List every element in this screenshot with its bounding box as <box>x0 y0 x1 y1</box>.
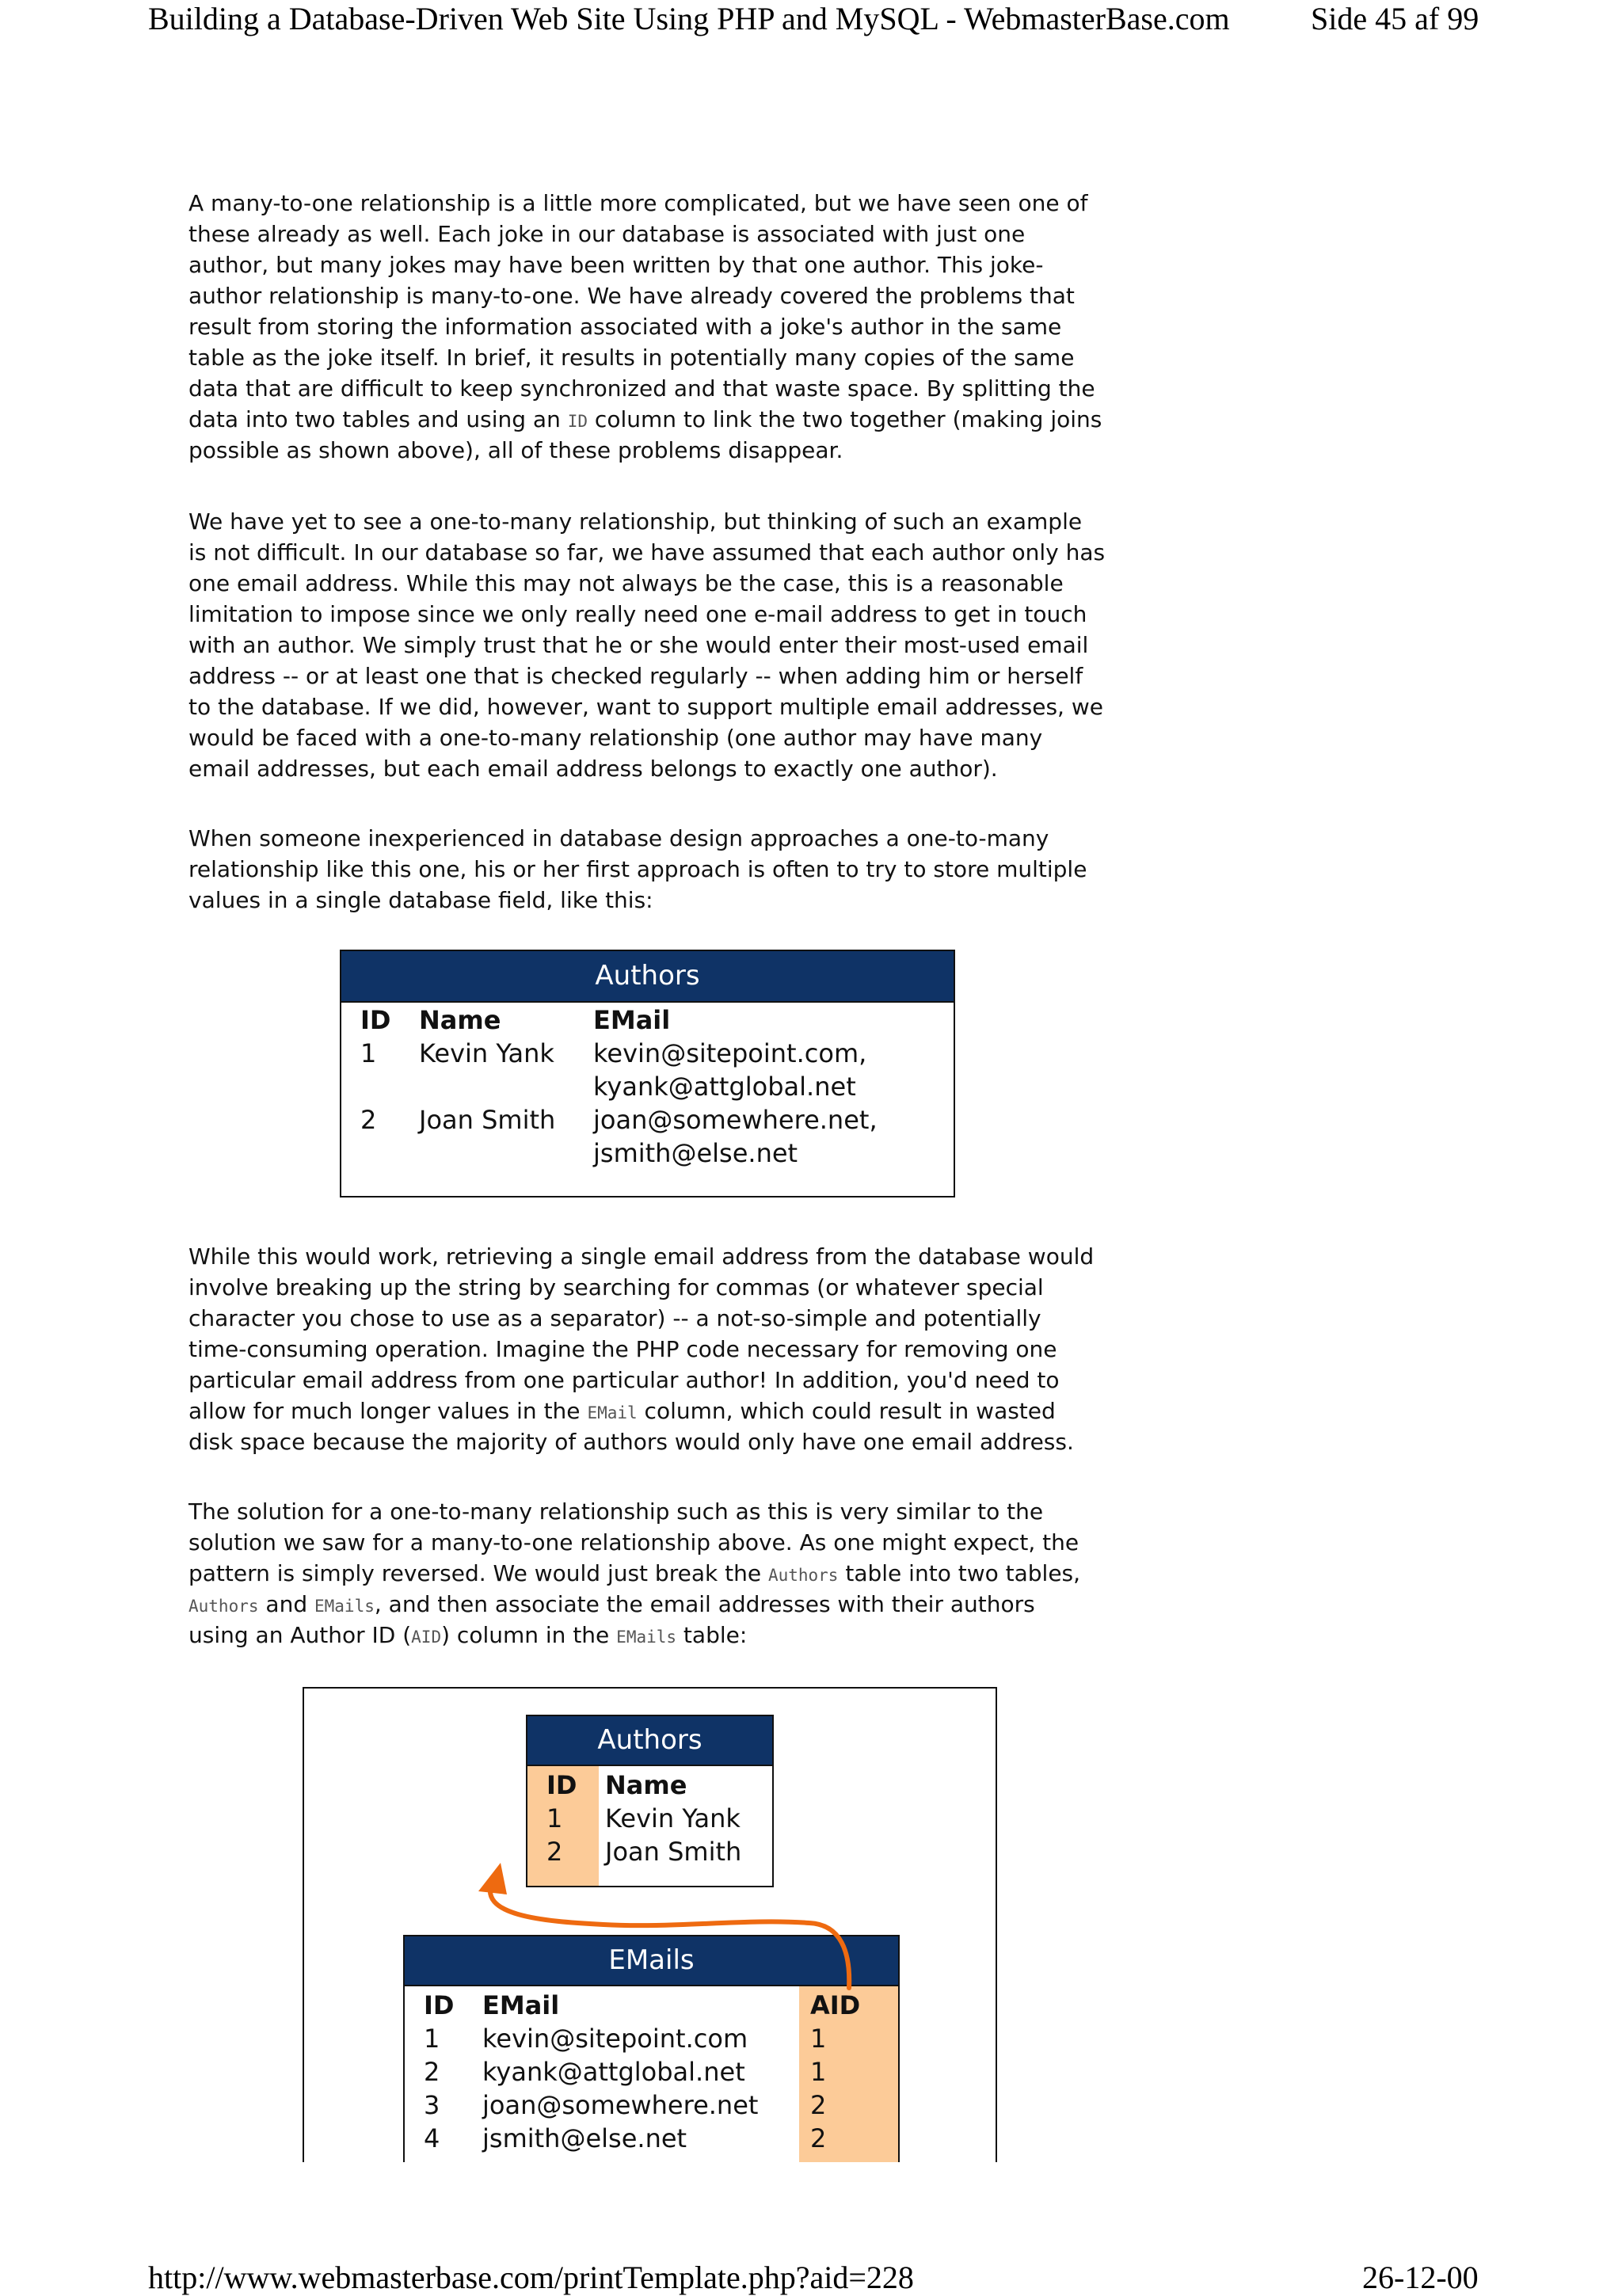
text-line: author, but many jokes may have been written by that one author. This joke- <box>188 252 1044 278</box>
cell-id: 1 <box>546 1803 563 1833</box>
inline-code: EMails <box>314 1597 375 1616</box>
column-header-name: Name <box>605 1770 687 1800</box>
inline-code: EMail <box>587 1403 638 1422</box>
title-divider <box>341 1001 954 1003</box>
text-line <box>188 1558 1123 1589</box>
text-line <box>188 1620 1123 1651</box>
text-run: and <box>258 1591 314 1617</box>
text-line: to the database. If we did, however, want to support multiple email addresses, we <box>188 694 1103 720</box>
cell-email: jsmith@else.net <box>593 1138 798 1168</box>
paragraph-many-to-one <box>188 188 1123 466</box>
text-line: values in a single database field, like this: <box>188 887 653 913</box>
cell-aid: 2 <box>810 2123 827 2153</box>
header-title: Building a Database-Driven Web Site Using PHP and MySQL - WebmasterBase.com <box>148 1 1230 36</box>
footer-url: http://www.webmasterbase.com/printTemplate.php?aid=228 <box>148 2260 914 2295</box>
text-line: While this would work, retrieving a single email address from the database would <box>188 1243 1095 1270</box>
text-line: with an author. We simply trust that he or she would enter their most-used email <box>188 632 1089 658</box>
authors-table-figure <box>340 950 955 1197</box>
text-line: these already as well. Each joke in our database is associated with just one <box>188 221 1026 247</box>
column-header-name: Name <box>419 1005 501 1035</box>
cell-id: 1 <box>424 2024 440 2054</box>
text-line: would be faced with a one-to-many relationship (one author may have many <box>188 725 1043 751</box>
cell-aid: 2 <box>810 2090 827 2120</box>
table-title: Authors <box>527 1716 772 1765</box>
text-line: particular email address from one particular author! In addition, you'd need to <box>188 1367 1060 1393</box>
text-run: column to link the two together (making joins <box>588 406 1102 432</box>
normalized-tables-figure <box>303 1687 997 2162</box>
column-header-aid: AID <box>810 1990 861 2020</box>
cell-id: 2 <box>546 1837 563 1867</box>
text-line: time-consuming operation. Imagine the PHP code necessary for removing one <box>188 1336 1057 1362</box>
paragraph-solution <box>188 1496 1123 1651</box>
paragraph-one-to-many <box>188 506 1123 784</box>
cell-id: 4 <box>424 2123 440 2153</box>
column-header-id: ID <box>360 1005 391 1035</box>
inline-code: Authors <box>767 1566 839 1585</box>
column-header-id: ID <box>546 1770 577 1800</box>
text-line: disk space because the majority of authors would only have one email address. <box>188 1429 1074 1455</box>
text-line: author relationship is many-to-one. We have already covered the problems that <box>188 283 1075 309</box>
column-header-email: EMail <box>593 1005 671 1035</box>
text-line: relationship like this one, his or her first approach is often to try to store multiple <box>188 856 1087 882</box>
text-run: column, which could result in wasted <box>637 1398 1056 1424</box>
table-title: EMails <box>405 1936 898 1985</box>
text-line <box>188 1589 1123 1620</box>
text-run: , and then associate the email addresses with their authors <box>374 1591 1035 1617</box>
inline-code: ID <box>567 412 588 431</box>
text-line: limitation to impose since we only really need one e-mail address to get in touch <box>188 601 1087 627</box>
text-line: character you chose to use as a separator) -- a not-so-simple and potentially <box>188 1305 1041 1331</box>
text-run: pattern is simply reversed. We would just break the <box>188 1560 768 1586</box>
text-run: data into two tables and using an <box>188 406 568 432</box>
text-line: A many-to-one relationship is a little more complicated, but we have seen one of <box>188 190 1088 216</box>
text-line: We have yet to see a one-to-many relationship, but thinking of such an example <box>188 508 1083 535</box>
cell-email: kyank@attglobal.net <box>482 2057 745 2087</box>
inline-code: AID <box>411 1628 442 1647</box>
text-line: email addresses, but each email address belongs to exactly one author). <box>188 756 998 782</box>
table-title: Authors <box>341 951 954 1001</box>
paragraph-inexperienced <box>188 823 1123 916</box>
page-indicator: Side 45 af 99 <box>1311 1 1479 36</box>
cell-aid: 1 <box>810 2024 827 2054</box>
text-line: possible as shown above), all of these problems disappear. <box>188 437 843 463</box>
text-line: result from storing the information associated with a joke's author in the same <box>188 314 1062 340</box>
footer-date: 26-12-00 <box>1362 2260 1479 2295</box>
text-line: The solution for a one-to-many relationship such as this is very similar to the <box>188 1498 1044 1525</box>
inline-code: Authors <box>188 1597 259 1616</box>
cell-id: 1 <box>360 1038 377 1068</box>
text-run: table: <box>676 1622 748 1648</box>
text-line: data that are difficult to keep synchronized and that waste space. By splitting the <box>188 375 1095 402</box>
paragraph-drawbacks <box>188 1241 1123 1457</box>
cell-email: kevin@sitepoint.com, <box>593 1038 867 1068</box>
text-run: using an Author ID ( <box>188 1622 412 1648</box>
text-run: allow for much longer values in the <box>188 1398 588 1424</box>
cell-name: Joan Smith <box>419 1105 556 1135</box>
inline-code: EMails <box>616 1628 677 1647</box>
text-line: involve breaking up the string by searching for commas (or whatever special <box>188 1274 1044 1300</box>
cell-email: joan@somewhere.net <box>482 2090 759 2120</box>
text-run: table into two tables, <box>838 1560 1081 1586</box>
cell-email: kyank@attglobal.net <box>593 1072 856 1102</box>
text-line: table as the joke itself. In brief, it results in potentially many copies of the same <box>188 345 1075 371</box>
column-header-email: EMail <box>482 1990 560 2020</box>
cell-email: kevin@sitepoint.com <box>482 2024 748 2054</box>
cell-id: 2 <box>360 1105 377 1135</box>
cell-email: jsmith@else.net <box>482 2123 687 2153</box>
text-line: When someone inexperienced in database design approaches a one-to-many <box>188 825 1049 851</box>
text-run: ) column in the <box>441 1622 617 1648</box>
cell-name: Kevin Yank <box>419 1038 554 1068</box>
cell-name: Kevin Yank <box>605 1803 741 1833</box>
text-line <box>188 1395 1123 1426</box>
text-line: address -- or at least one that is checked regularly -- when adding him or herself <box>188 663 1083 689</box>
text-line: is not difficult. In our database so far, we have assumed that each author only has <box>188 539 1106 565</box>
text-line <box>188 404 1123 435</box>
text-line: solution we saw for a many-to-one relationship above. As one might expect, the <box>188 1529 1079 1555</box>
cell-id: 3 <box>424 2090 440 2120</box>
cell-aid: 1 <box>810 2057 827 2087</box>
text-line: one email address. While this may not always be the case, this is a reasonable <box>188 570 1064 596</box>
cell-email: joan@somewhere.net, <box>593 1105 878 1135</box>
cell-id: 2 <box>424 2057 440 2087</box>
cell-name: Joan Smith <box>605 1837 742 1867</box>
column-header-id: ID <box>424 1990 455 2020</box>
relationship-arrow-icon <box>303 1687 997 2162</box>
